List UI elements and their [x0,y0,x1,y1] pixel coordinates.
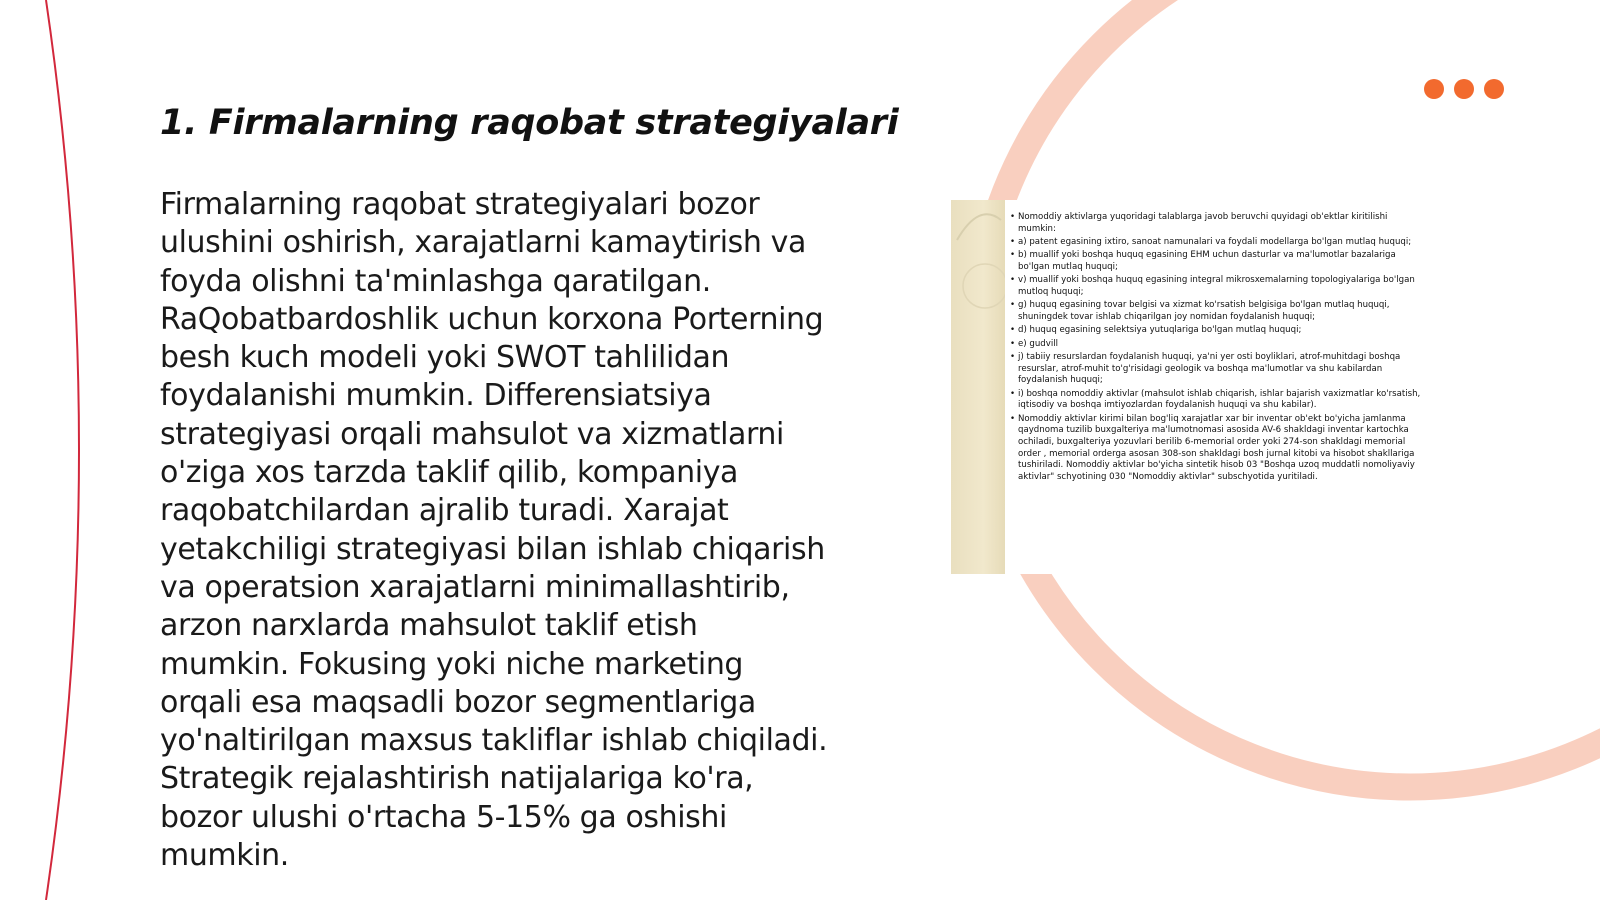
document-image [951,200,1437,574]
document-list-item: • j) tabiiy resurslardan foydalanish huquqi, ya'ni yer osti boyliklari, atrof-muhitdagi boshqa resurslar, atrof-muhit to'g'risidagi geologik va boshqa ma'lumotlar va shu kabilardan foydalanish huquqi; [1010,352,1428,387]
document-list-item: • e) gudvill [1010,339,1428,351]
slide-body-text: Firmalarning raqobat strategiyalari bozor ulushini oshirish, xarajatlarni kamaytirish va foyda olishni ta'minlashga qaratilgan. RaQobatbardoshlik uchun korxona Porterning besh kuch modeli yoki SWOT tahlilidan foydalanishi mumkin. Differensiatsiya strategiyasi orqali mahsulot va xizmatlarni o'ziga xos tarzda taklif qilib, kompaniya raqobatchilardan ajralib turadi. Xarajat yetakchiligi strategiyasi bilan ishlab chiqarish va operatsion xarajatlarni minimallashtirib, arzon narxlarda mahsulot taklif etish mumkin. Fokusing yoki niche marketing orqali esa maqsadli bozor segmentlariga yo'naltirilgan maxsus takliflar ishlab chiqiladi. Strategik rejalashtirish natijalariga ko'ra, bozor ulushi o'rtacha 5-15% ga oshishi mumkin. [160,187,828,874]
document-list-item: • b) muallif yoki boshqa huquq egasining EHM uchun dasturlar va ma'lumotlar bazalariga bo'lgan mutlaq huquqi; [1010,250,1428,273]
slide-title: 1. Firmalarning raqobat strategiyalari [160,103,899,143]
document-binding-strip [951,200,1005,574]
ellipsis-dots-icon [1424,79,1504,99]
document-list-item: • g) huquq egasining tovar belgisi va xizmat ko'rsatish belgisiga bo'lgan mutlaq huquqi, shuningdek tovar ishlab chiqarilgan joy nomidan foydalanish huquqi; [1010,300,1428,323]
document-list-item: • Nomoddiy aktivlarga yuqoridagi talablarga javob beruvchi quyidagi ob'ektlar kiritilishi mumkin: [1010,212,1428,235]
left-red-curve [46,0,79,900]
document-list [1010,212,1428,485]
document-list-item: • a) patent egasining ixtiro, sanoat namunalari va foydali modellarga bo'lgan mutlaq huquqi; [1010,237,1428,249]
binding-decoration [951,200,1005,574]
document-list-item: • i) boshqa nomoddiy aktivlar (mahsulot ishlab chiqarish, ishlar bajarish vaxizmatlar ko'rsatish, iqtisodiy va boshqa imtiyozlardan foydalanish huquqi va shu kabilar). [1010,389,1428,412]
document-list-item: • d) huquq egasining selektsiya yutuqlariga bo'lgan mutlaq huquqi; [1010,325,1428,337]
dot-icon [1454,79,1474,99]
dot-icon [1424,79,1444,99]
document-list-item: • Nomoddiy aktivlar kirimi bilan bog'liq xarajatlar xar bir inventar ob'ekt bo'yicha jamlanma qaydnoma tuzilib buxgalteriya ma'lumotnomasi asosida AV-6 shakldagi inventar kartochka ochiladi, buxgalteriya yozuvlari berilib 6-memorial order yoki 274-son shakldagi memorial order , memorial orderga asosan 308-son shakldagi bosh jurnal kitobi va hisobot shakllariga tushiriladi. Nomoddiy aktivlar bo'yicha sintetik hisob 03 "Boshqa uzoq muddatli nomoliyaviy aktivlar" schyotining 030 "Nomoddiy aktivlar" subschyotida yuritiladi. [1010,414,1428,484]
document-list-item: • v) muallif yoki boshqa huquq egasining integral mikrosxemalarning topologiyalariga bo'lgan mutloq huquqi; [1010,275,1428,298]
dot-icon [1484,79,1504,99]
